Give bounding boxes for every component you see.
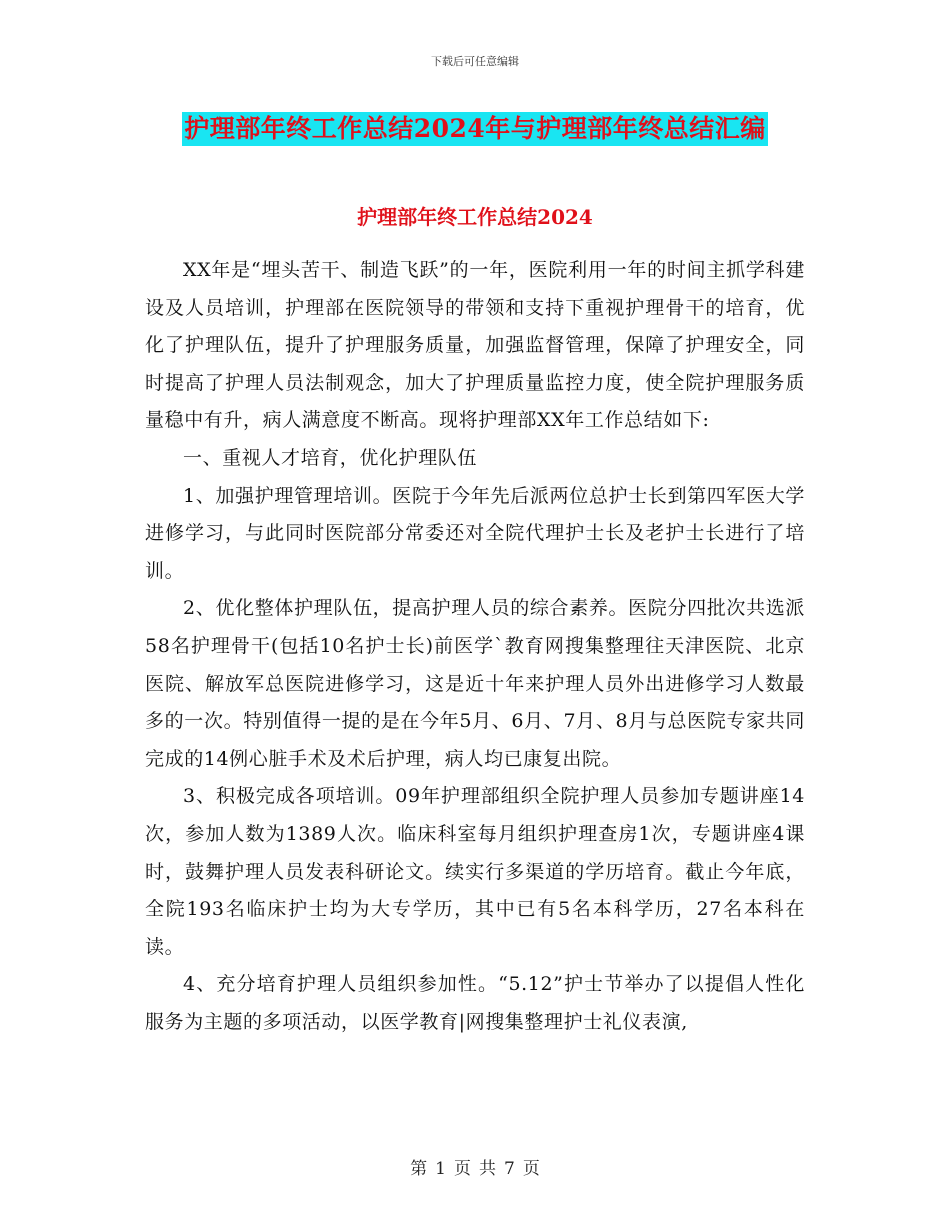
paragraph-intro: XX年是“埋头苦干、制造飞跃”的一年，医院利用一年的时间主抓学科建设及人员培训，护理部在医院领导的带领和支持下重视护理骨干的培育，优化了护理队伍，提升了护理服务质量，加强监督管理，保障了护理安全，同时提高了护理人员法制观念，加大了护理质量监控力度，使全院护理服务质量稳中有升，病人满意度不断高。现将护理部XX年工作总结如下: xyxy=(145,259,805,432)
main-title-container xyxy=(0,112,950,146)
page-prefix: 第 xyxy=(410,1159,428,1179)
page-header-note: 下载后可任意编辑 xyxy=(431,55,519,68)
paragraph-item-3: 3、积极完成各项培训。09年护理部组织全院护理人员参加专题讲座14次，参加人数为1389人次。临床科室每月组织护理查房1次，专题讲座4课时，鼓舞护理人员发表科研论文。续实行多渠道的学历培育。截止今年底，全院193名临床护士均为大专学历，其中已有5名本科学历，27名本科在读。 xyxy=(145,785,805,958)
section-title: 护理部年终工作总结2024 xyxy=(357,205,593,229)
main-title: 护理部年终工作总结2024年与护理部年终总结汇编 xyxy=(182,112,768,146)
page-footer xyxy=(0,1154,950,1179)
total-unit: 页 xyxy=(522,1159,540,1179)
page-unit: 页 xyxy=(454,1159,471,1179)
document-body xyxy=(145,252,805,1041)
paragraph-item-4: 4、充分培育护理人员组织参加性。“5.12”护士节举办了以提倡人性化服务为主题的多项活动，以医学教育|网搜集整理护士礼仪表演, xyxy=(145,973,805,1033)
total-pages: 7 xyxy=(504,1159,515,1179)
page-number: 1 xyxy=(435,1159,446,1179)
paragraph-heading-1: 一、重视人才培育，优化护理队伍 xyxy=(183,446,478,469)
total-prefix: 共 xyxy=(479,1159,496,1179)
paragraph-item-1: 1、加强护理管理培训。医院于今年先后派两位总护士长到第四军医大学进修学习，与此同时医院部分常委还对全院代理护士长及老护士长进行了培训。 xyxy=(145,484,805,582)
paragraph-item-2: 2、优化整体护理队伍，提高护理人员的综合素养。医院分四批次共选派58名护理骨干(包括10名护士长)前医学`教育网搜集整理往天津医院、北京医院、解放军总医院进修学习，这是近十年来护理人员外出进修学习人数最多的一次。特别值得一提的是在今年5月、6月、7月、8月与总医院专家共同完成的14例心脏手术及术后护理，病人均已康复出院。 xyxy=(145,597,805,770)
